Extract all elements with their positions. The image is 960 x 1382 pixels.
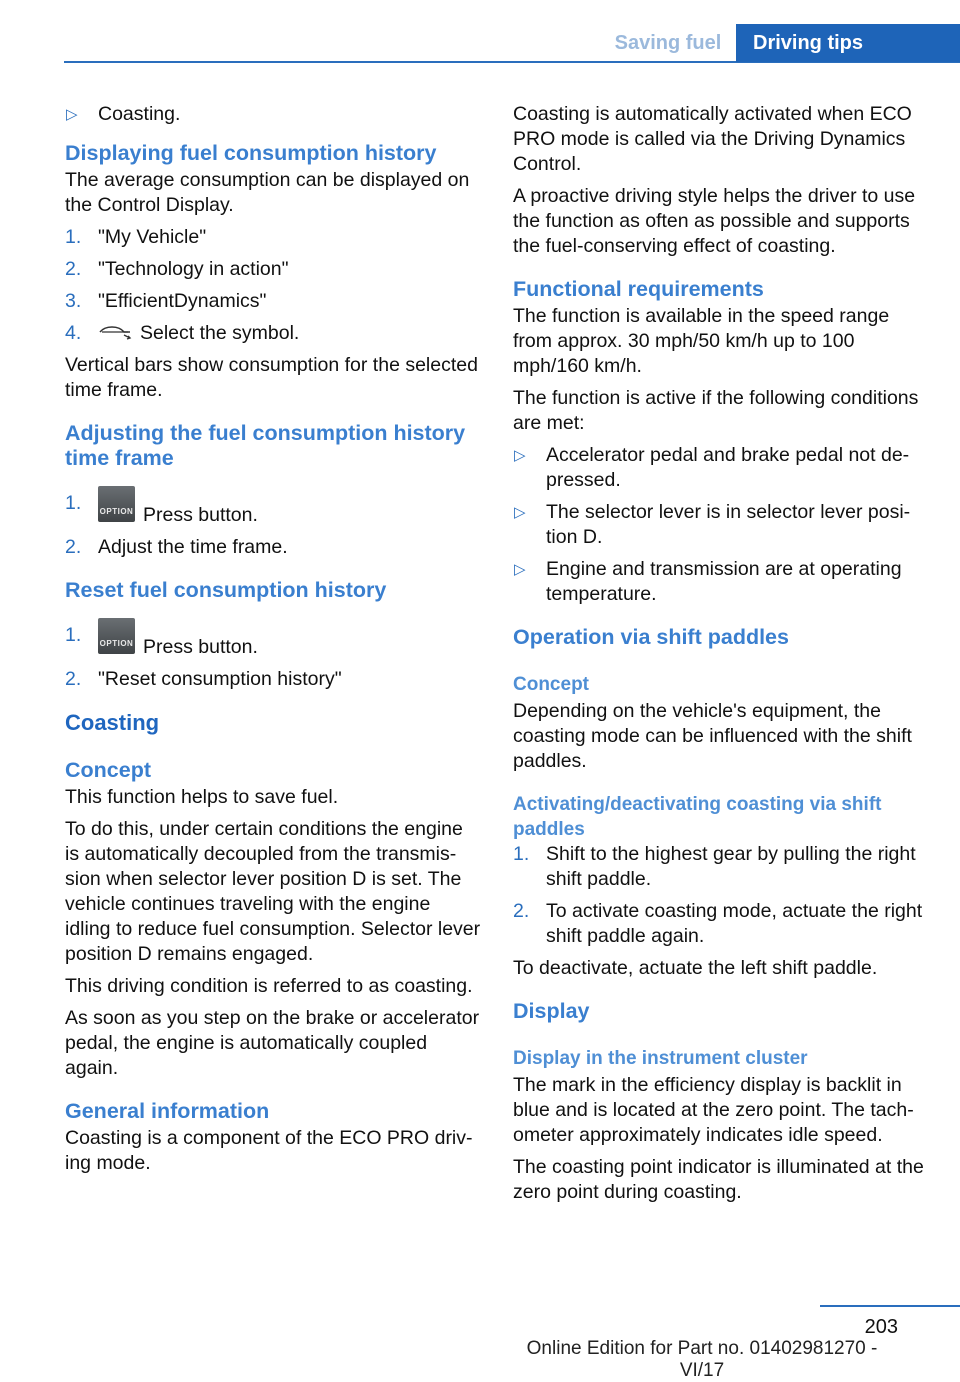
step-number: 2. xyxy=(65,258,82,280)
list-item xyxy=(513,500,929,550)
bullet-list xyxy=(65,102,481,127)
option-button-icon xyxy=(98,486,135,522)
heading-functional-requirements: Functional requirements xyxy=(513,277,764,301)
step-number: 1. xyxy=(65,492,82,514)
heading-concept: Concept xyxy=(65,758,151,782)
paragraph: Depending on the vehicle's equipment, the coasting mode can be influenced with the shift paddles. xyxy=(513,700,912,772)
step-text: "My Vehicle" xyxy=(98,226,207,248)
paragraph: This function helps to save fuel. xyxy=(65,786,339,808)
triangle-bullet-icon: ▷ xyxy=(514,447,526,464)
list-item-text: Engine and transmission are at operating temperature. xyxy=(546,558,902,605)
paragraph: To deactivate, actuate the left shift paddle. xyxy=(513,957,878,979)
paragraph: Vertical bars show consumption for the selected time frame. xyxy=(65,354,478,401)
heading-instrument-cluster: Display in the instrument cluster xyxy=(513,1048,808,1069)
step-text: "Reset consumption history" xyxy=(98,668,342,690)
triangle-bullet-icon: ▷ xyxy=(514,561,526,578)
list-item xyxy=(65,225,481,250)
steps-reset xyxy=(65,623,481,692)
heading-operation-shift-paddles: Operation via shift paddles xyxy=(513,625,789,649)
step-text: Adjust the time frame. xyxy=(98,536,288,558)
list-item xyxy=(65,667,481,692)
list-item xyxy=(65,623,481,660)
step-number: 1. xyxy=(513,843,530,865)
paragraph: The average consumption can be displayed on the Control Display. xyxy=(65,169,470,216)
list-item-text: The selector lever is in selector lever position D. xyxy=(546,501,911,548)
heading-activating-coasting: Activating/deactivating coasting via shift paddles xyxy=(513,794,882,840)
steps-adjust xyxy=(65,491,481,560)
heading-adjust-time-frame: Adjusting the fuel consumption history time frame xyxy=(65,421,466,470)
heading-reset-history: Reset fuel consumption history xyxy=(65,578,387,602)
step-number: 3. xyxy=(65,290,82,312)
list-item xyxy=(65,535,481,560)
list-item-text: Accelerator pedal and brake pedal not depressed. xyxy=(546,444,910,491)
step-number: 2. xyxy=(65,536,82,558)
footer-rule xyxy=(820,1305,960,1307)
option-label: OPTION xyxy=(99,639,134,648)
page-number: 203 xyxy=(864,1316,898,1338)
list-item-text: Coasting. xyxy=(98,103,181,125)
step-number: 4. xyxy=(65,322,82,344)
paragraph: The mark in the efficiency display is backlit in blue and is located at the zero point. The tachometer approximately indicates idle speed. xyxy=(513,1074,914,1146)
triangle-bullet-icon: ▷ xyxy=(66,106,78,123)
paragraph: The function is active if the following conditions are met: xyxy=(513,387,919,434)
step-number: 1. xyxy=(65,226,82,248)
car-coasting-icon xyxy=(98,323,132,341)
left-column xyxy=(65,102,481,1183)
step-number: 2. xyxy=(65,668,82,690)
step-text: "Technology in action" xyxy=(98,258,289,280)
step-number: 1. xyxy=(65,624,82,646)
conditions-list xyxy=(513,443,929,607)
paragraph: Coasting is a component of the ECO PRO driving mode. xyxy=(65,1127,473,1174)
step-text: Press button. xyxy=(143,636,258,658)
tab-saving-fuel[interactable]: Saving fuel xyxy=(614,32,722,54)
paragraph: The function is available in the speed range from approx. 30 mph/50 km/h up to 100 mph/160 km/h. xyxy=(513,305,890,377)
tab-driving-tips[interactable]: Driving tips xyxy=(736,24,960,62)
list-item xyxy=(65,321,481,346)
steps-paddles xyxy=(513,842,929,949)
option-label: OPTION xyxy=(99,507,134,516)
heading-display: Display xyxy=(513,999,590,1023)
step-text: "EfficientDynamics" xyxy=(98,290,267,312)
list-item xyxy=(65,257,481,282)
paragraph: A proactive driving style helps the driver to use the function as often as possible and supports the fuel-conserving effect of coasting. xyxy=(513,185,916,257)
steps-display xyxy=(65,225,481,346)
paragraph: To do this, under certain conditions the engine is automatically decoupled from the transmission when selector lever position D is set. The vehicle continues traveling with the engine idling to reduce fuel consumption. Selector lever position D remains engaged. xyxy=(65,818,481,965)
heading-general-information: General information xyxy=(65,1099,270,1123)
paragraph: As soon as you step on the brake or accelerator pedal, the engine is automatically coupled again. xyxy=(65,1007,480,1079)
step-number: 2. xyxy=(513,900,530,922)
heading-concept: Concept xyxy=(513,674,589,695)
edition-note: Online Edition for Part no. 01402981270 - VI/17 xyxy=(526,1338,878,1381)
list-item xyxy=(513,899,929,949)
heading-coasting: Coasting xyxy=(65,710,160,735)
list-item xyxy=(65,289,481,314)
paragraph: This driving condition is referred to as coasting. xyxy=(65,975,473,997)
list-item xyxy=(513,443,929,493)
paragraph: Coasting is automatically activated when ECO PRO mode is called via the Driving Dynamics Control. xyxy=(513,103,912,175)
list-item xyxy=(513,842,929,892)
option-button-icon xyxy=(98,618,135,654)
step-text: Press button. xyxy=(143,504,258,526)
step-text: To activate coasting mode, actuate the right shift paddle again. xyxy=(546,900,923,947)
triangle-bullet-icon: ▷ xyxy=(514,504,526,521)
paragraph: The coasting point indicator is illuminated at the zero point during coasting. xyxy=(513,1156,924,1203)
list-item xyxy=(65,491,481,528)
step-text: Shift to the highest gear by pulling the right shift paddle. xyxy=(546,843,916,890)
right-column xyxy=(513,102,929,1212)
step-text: Select the symbol. xyxy=(140,322,300,344)
heading-display-history: Displaying fuel consumption history xyxy=(65,141,437,165)
list-item xyxy=(65,102,481,127)
list-item xyxy=(513,557,929,607)
